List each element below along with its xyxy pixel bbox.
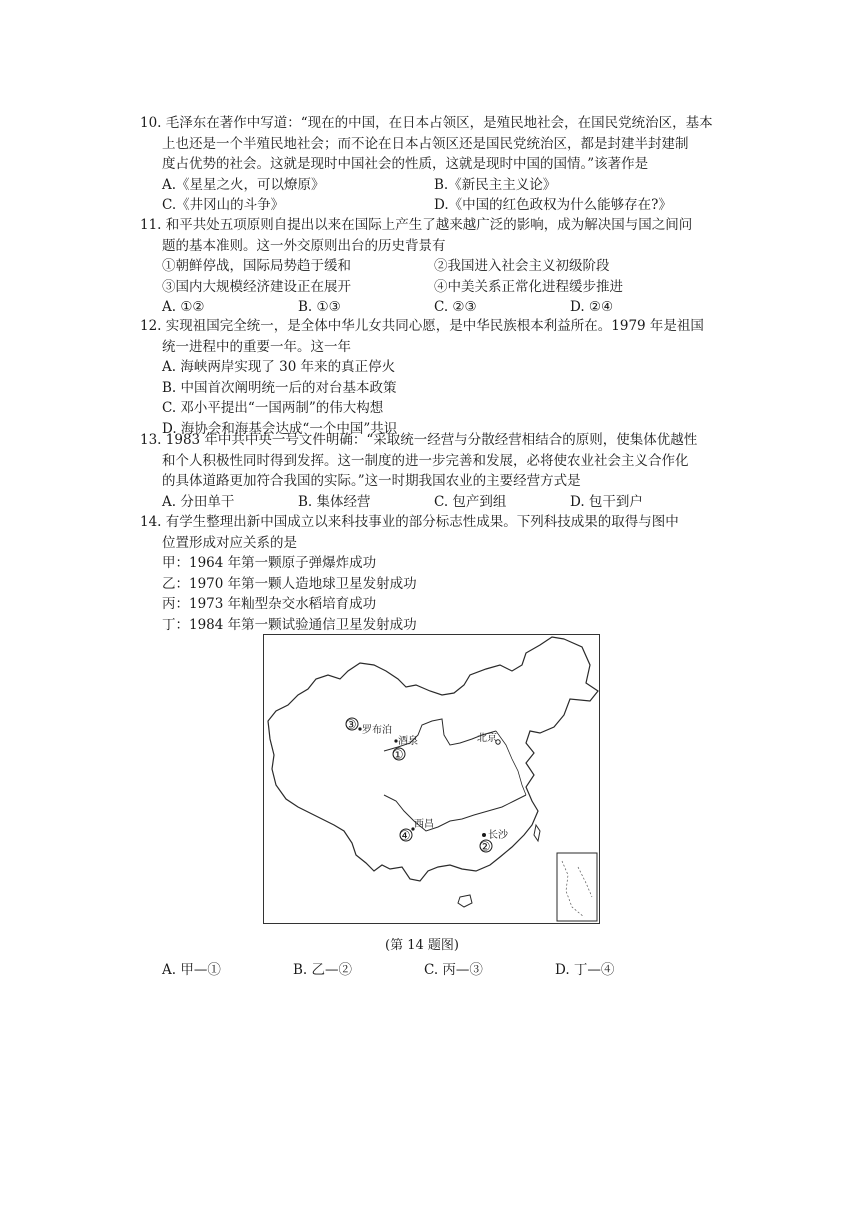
question-11-line-1: 11. 和平共处五项原则自提出以来在国际上产生了越来越广泛的影响，成为解决国与国之间问 bbox=[140, 217, 693, 233]
changsha-dot bbox=[482, 833, 486, 837]
hainan-island bbox=[458, 895, 472, 907]
question-11-items-row-2 bbox=[140, 277, 730, 298]
question-10-line-3: 度占优势的社会。这就是现时中国社会的性质，这就是现时中国的国情。”该著作是 bbox=[162, 156, 649, 172]
question-11-option-c: C. ②③ bbox=[434, 299, 477, 315]
question-11-options bbox=[140, 297, 730, 318]
question-11-item-4: ④中美关系正常化进程缓步推进 bbox=[434, 278, 623, 295]
jiuquan-label: 酒泉 bbox=[398, 736, 418, 747]
question-10-options-row-1 bbox=[140, 175, 730, 196]
question-14-option-a: A. 甲—① bbox=[162, 962, 221, 978]
south-china-sea-inset bbox=[557, 853, 597, 921]
question-11-item-1: ①朝鲜停战，国际局势趋于缓和 bbox=[162, 258, 351, 274]
question-13-option-a: A. 分田单干 bbox=[162, 493, 235, 510]
changsha-label: 长沙 bbox=[488, 830, 508, 841]
question-10-option-c: C.《井冈山的斗争》 bbox=[162, 197, 285, 213]
question-14-line-2: 位置形成对应关系的是 bbox=[162, 534, 297, 551]
question-14-options bbox=[162, 958, 686, 978]
question-14-item-jia: 甲：1964 年第一颗原子弹爆炸成功 bbox=[162, 555, 377, 571]
question-10-option-a: A.《星星之火，可以燎原》 bbox=[162, 176, 325, 193]
marker-2: ② bbox=[479, 840, 491, 855]
question-11 bbox=[140, 215, 730, 318]
taiwan-island bbox=[534, 825, 540, 841]
question-13-option-c: C. 包产到组 bbox=[434, 493, 507, 510]
inset-detail bbox=[562, 861, 592, 917]
question-10-line-1: 10. 毛泽东在著作中写道：“现在的中国，在日本占领区，是殖民地社会，在国民党统治区，基本 bbox=[140, 115, 713, 131]
question-12-option-d: D. 海协会和海基会达成“一个中国”共识 bbox=[162, 420, 398, 437]
marker-4: ④ bbox=[399, 829, 411, 844]
question-14-item-bing: 丙：1973 年籼型杂交水稻培育成功 bbox=[162, 596, 377, 612]
luobupo-label: 罗布泊 bbox=[362, 725, 392, 736]
question-13-option-d: D. 包干到户 bbox=[570, 493, 643, 510]
china-map-figure bbox=[263, 634, 600, 924]
question-10-options-row-2 bbox=[140, 195, 730, 216]
question-11-line-2: 题的基本准则。这一外交原则出台的历史背景有 bbox=[162, 237, 446, 254]
question-12-option-a: A. 海峡两岸实现了 30 年来的真正停火 bbox=[162, 359, 396, 375]
coast-line bbox=[496, 731, 526, 795]
question-13-option-b: B. 集体经营 bbox=[298, 493, 371, 510]
china-map bbox=[264, 635, 599, 923]
question-13-line-2: 和个人积极性同时得到发挥。这一制度的进一步完善和发展，必将使农业社会主义合作化 bbox=[162, 452, 689, 469]
question-14-item-yi: 乙：1970 年第一颗人造地球卫星发射成功 bbox=[162, 575, 417, 592]
question-11-option-d: D. ②④ bbox=[570, 299, 614, 315]
question-11-item-3: ③国内大规模经济建设正在展开 bbox=[162, 278, 351, 295]
china-outline bbox=[268, 637, 598, 881]
question-14-item-ding: 丁：1984 年第一颗试验通信卫星发射成功 bbox=[162, 616, 417, 633]
beijing-label: 北京 bbox=[477, 733, 497, 744]
question-11-item-2: ②我国进入社会主义初级阶段 bbox=[434, 258, 610, 274]
question-12-option-b: B. 中国首次阐明统一后的对台基本政策 bbox=[162, 379, 397, 396]
question-10-option-d: D.《中国的红色政权为什么能够存在?》 bbox=[434, 197, 672, 213]
question-13-options bbox=[140, 492, 730, 513]
question-13-line-1: 13. 1983 年中共中央一号文件明确：“采取统一经营与分散经营相结合的原则，使集体优越性 bbox=[140, 432, 698, 448]
question-13 bbox=[140, 430, 730, 512]
question-12-option-c: C. 邓小平提出“一国两制”的伟大构想 bbox=[162, 400, 384, 416]
question-13-line-3: 的具体道路更加符合我国的实际。”这一时期我国农业的主要经营方式是 bbox=[162, 473, 581, 489]
question-11-items-row-1 bbox=[140, 256, 730, 277]
question-14-line-1: 14. 有学生整理出新中国成立以来科技事业的部分标志性成果。下列科技成果的取得与图中 bbox=[140, 514, 679, 530]
question-10 bbox=[140, 113, 730, 216]
question-14 bbox=[140, 512, 730, 635]
xichang-label: 西昌 bbox=[414, 819, 434, 830]
question-11-option-a: A. ①② bbox=[162, 299, 205, 315]
figure-caption: (第 14 题图) bbox=[385, 938, 459, 953]
question-12-line-1: 12. 实现祖国完全统一，是全体中华儿女共同心愿，是中华民族根本利益所在。1979 年是祖国 bbox=[140, 318, 704, 334]
question-14-option-c: C. 丙—③ bbox=[424, 962, 483, 978]
question-14-option-b: B. 乙—② bbox=[293, 962, 353, 978]
question-12-line-2: 统一进程中的重要一年。这一年 bbox=[162, 338, 351, 355]
question-10-option-b: B.《新民主主义论》 bbox=[434, 176, 557, 193]
question-11-option-b: B. ①③ bbox=[298, 299, 341, 315]
question-10-line-2: 上也还是一个半殖民地社会；而不论在日本占领区还是国民党统治区，都是封建半封建制 bbox=[162, 135, 689, 152]
marker-1: ① bbox=[392, 748, 404, 763]
marker-3: ③ bbox=[345, 718, 357, 733]
question-12 bbox=[140, 316, 730, 439]
question-14-option-d: D. 丁—④ bbox=[555, 962, 615, 978]
yangtze-river bbox=[384, 795, 526, 831]
